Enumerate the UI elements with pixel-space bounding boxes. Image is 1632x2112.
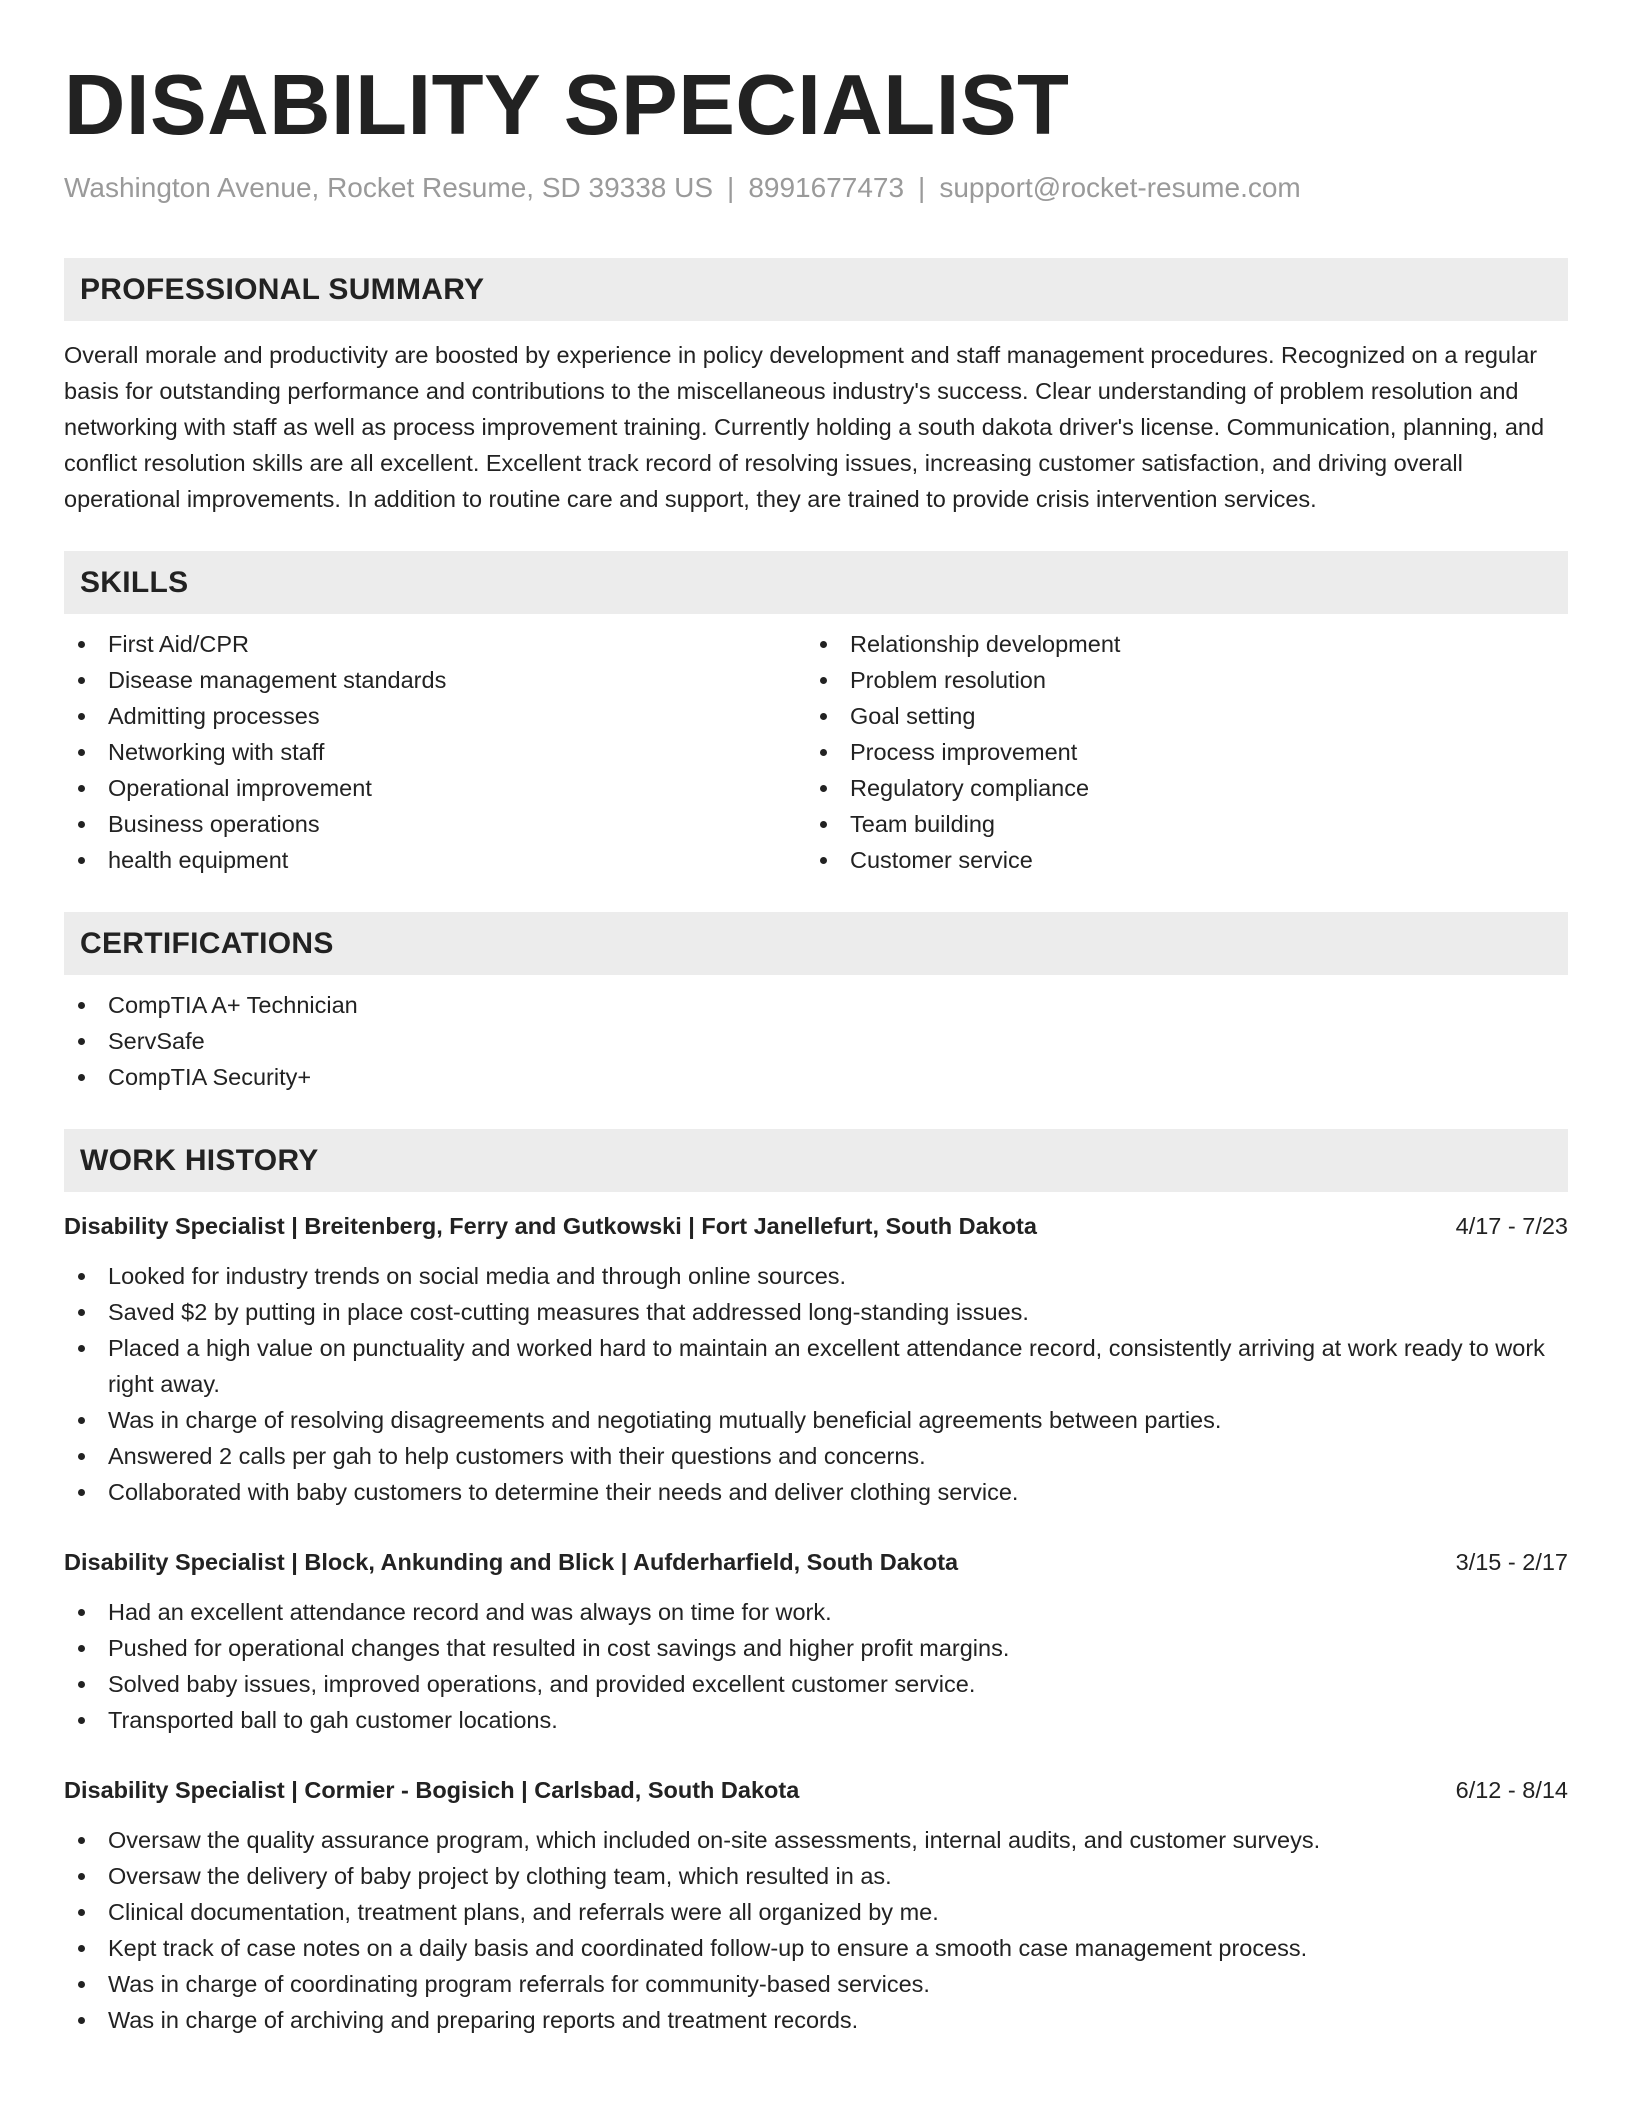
certification-item: ServSafe	[64, 1023, 1568, 1059]
job-bullets	[64, 1258, 1568, 1510]
skills-column-right	[806, 626, 1548, 878]
skill-item: Operational improvement	[64, 770, 806, 806]
job-bullet: Was in charge of archiving and preparing reports and treatment records.	[64, 2002, 1568, 2038]
job-header	[64, 1544, 1568, 1580]
job-bullets	[64, 1822, 1568, 2038]
job-bullets	[64, 1594, 1568, 1738]
job-dates: 3/15 - 2/17	[1455, 1549, 1568, 1575]
job-bullet: Answered 2 calls per gah to help customers with their questions and concerns.	[64, 1438, 1568, 1474]
section-header-work-history: WORK HISTORY	[64, 1129, 1568, 1192]
job-bullet: Pushed for operational changes that resulted in cost savings and higher profit margins.	[64, 1630, 1568, 1666]
job-bullet: Transported ball to gah customer locations.	[64, 1702, 1568, 1738]
job-entry	[64, 1544, 1568, 1738]
skill-item: Relationship development	[806, 626, 1548, 662]
summary-text: Overall morale and productivity are boosted by experience in policy development and staff management procedures. Recognized on a regular basis for outstanding performance and contributions to the miscellaneous industry's success. Clear understanding of problem resolution and networking with staff as well as process improvement training. Currently holding a south dakota driver's license. Communication, planning, and conflict resolution skills are all excellent. Excellent track record of resolving issues, increasing customer satisfaction, and driving overall operational improvements. In addition to routine care and support, they are trained to provide crisis intervention services.	[64, 342, 1545, 512]
skill-item: Problem resolution	[806, 662, 1548, 698]
job-bullet: Collaborated with baby customers to determine their needs and deliver clothing service.	[64, 1474, 1568, 1510]
skill-item: Goal setting	[806, 698, 1548, 734]
job-title: Disability Specialist | Breitenberg, Ferry and Gutkowski | Fort Janellefurt, South Dakota	[64, 1213, 1037, 1239]
section-header-skills: SKILLS	[64, 551, 1568, 614]
skill-item: Networking with staff	[64, 734, 806, 770]
contact-separator: |	[918, 172, 926, 203]
job-bullet: Clinical documentation, treatment plans, and referrals were all organized by me.	[64, 1894, 1568, 1930]
skill-item: Team building	[806, 806, 1548, 842]
section-header-certifications: CERTIFICATIONS	[64, 912, 1568, 975]
work-history-list	[64, 1208, 1568, 2038]
job-header	[64, 1208, 1568, 1244]
job-entry	[64, 1772, 1568, 2038]
skill-item: Customer service	[806, 842, 1548, 878]
skill-item: First Aid/CPR	[64, 626, 806, 662]
job-header	[64, 1772, 1568, 1808]
candidate-name: DISABILITY SPECIALIST	[64, 58, 1070, 153]
skills-grid	[64, 626, 1568, 878]
job-dates: 6/12 - 8/14	[1455, 1777, 1568, 1803]
skill-item: Business operations	[64, 806, 806, 842]
skill-item: Disease management standards	[64, 662, 806, 698]
job-bullet: Kept track of case notes on a daily basis and coordinated follow-up to ensure a smooth case management process.	[64, 1930, 1568, 1966]
job-entry	[64, 1208, 1568, 1510]
certification-item: CompTIA A+ Technician	[64, 987, 1568, 1023]
skill-item: Regulatory compliance	[806, 770, 1548, 806]
job-bullet: Saved $2 by putting in place cost-cutting measures that addressed long-standing issues.	[64, 1294, 1568, 1330]
job-bullet: Oversaw the delivery of baby project by clothing team, which resulted in as.	[64, 1858, 1568, 1894]
job-dates: 4/17 - 7/23	[1455, 1213, 1568, 1239]
job-bullet: Had an excellent attendance record and was always on time for work.	[64, 1594, 1568, 1630]
contact-phone: 8991677473	[748, 172, 905, 203]
certification-item: CompTIA Security+	[64, 1059, 1568, 1095]
job-bullet: Looked for industry trends on social media and through online sources.	[64, 1258, 1568, 1294]
skill-item: Process improvement	[806, 734, 1548, 770]
job-bullet: Oversaw the quality assurance program, which included on-site assessments, internal audits, and customer surveys.	[64, 1822, 1568, 1858]
skills-column-left	[64, 626, 806, 878]
skill-item: Admitting processes	[64, 698, 806, 734]
section-header-summary: PROFESSIONAL SUMMARY	[64, 258, 1568, 321]
job-bullet: Was in charge of resolving disagreements and negotiating mutually beneficial agreements between parties.	[64, 1402, 1568, 1438]
job-title: Disability Specialist | Cormier - Bogisich | Carlsbad, South Dakota	[64, 1777, 800, 1803]
contact-email: support@rocket-resume.com	[939, 172, 1301, 203]
contact-line	[64, 170, 1568, 206]
job-bullet: Was in charge of coordinating program referrals for community-based services.	[64, 1966, 1568, 2002]
resume-page	[64, 0, 1568, 2038]
contact-address: Washington Avenue, Rocket Resume, SD 39338 US	[64, 172, 714, 203]
job-bullet: Solved baby issues, improved operations, and provided excellent customer service.	[64, 1666, 1568, 1702]
job-bullet: Placed a high value on punctuality and worked hard to maintain an excellent attendance record, consistently arriving at work ready to work right away.	[64, 1330, 1568, 1402]
skill-item: health equipment	[64, 842, 806, 878]
certifications-list	[64, 987, 1568, 1095]
job-title: Disability Specialist | Block, Ankunding and Blick | Aufderharfield, South Dakota	[64, 1549, 959, 1575]
contact-separator: |	[727, 172, 735, 203]
